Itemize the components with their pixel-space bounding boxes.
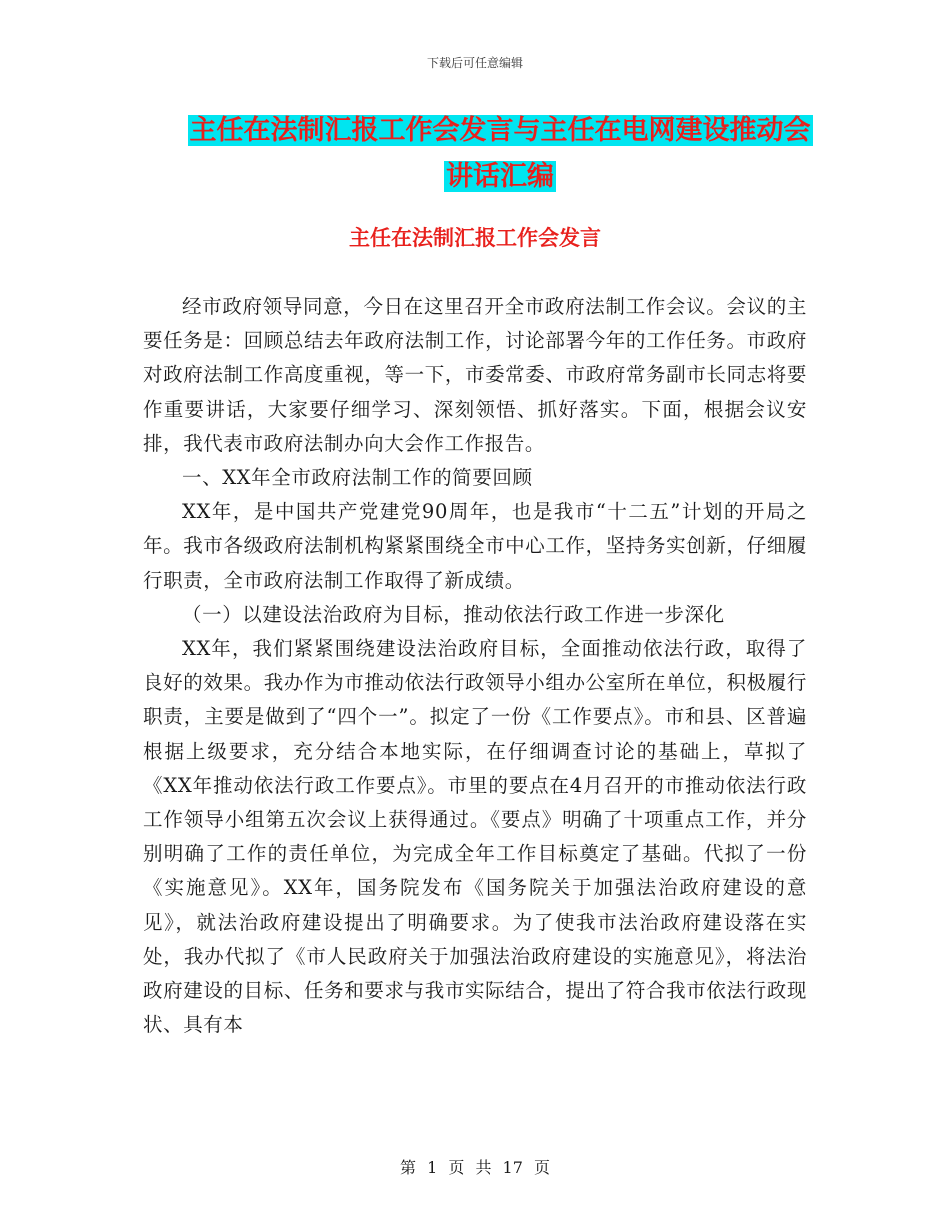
document-body: [143, 290, 807, 1042]
paragraph: XX年，我们紧紧围绕建设法治政府目标，全面推动依法行政，取得了良好的效果。我办作为市推动依法行政领导小组办公室所在单位，积极履行职责，主要是做到了“四个一”。拟定了一份《工作要点》。市和县、区普遍根据上级要求，充分结合本地实际，在仔细调查讨论的基础上，草拟了《XX年推动依法行政工作要点》。市里的要点在4月召开的市推动依法行政工作领导小组第五次会议上获得通过。《要点》明确了十项重点工作，并分别明确了工作的责任单位，为完成全年工作目标奠定了基础。代拟了一份《实施意见》。XX年，国务院发布《国务院关于加强法治政府建设的意见》，就法治政府建设提出了明确要求。为了使我市法治政府建设落在实处，我办代拟了《市人民政府关于加强法治政府建设的实施意见》，将法治政府建设的目标、任务和要求与我市实际结合，提出了符合我市依法行政现状、具有本: [143, 637, 807, 1037]
subsection-heading: （一）以建设法治政府为目标，推动依法行政工作进一步深化: [182, 602, 725, 626]
document-title: [150, 108, 850, 200]
section-heading: 一、XX年全市政府法制工作的简要回顾: [182, 466, 533, 490]
paragraph: 经市政府领导同意，今日在这里召开全市政府法制工作会议。会议的主要任务是：回顾总结去年政府法制工作，讨论部署今年的工作任务。市政府对政府法制工作高度重视，等一下，市委常委、市政府常务副市长同志将要作重要讲话，大家要仔细学习、深刻领悟、抓好落实。下面，根据会议安排，我代表市政府法制办向大会作工作报告。: [143, 295, 807, 455]
section-title: 主任在法制汇报工作会发言: [349, 226, 601, 250]
page-footer: 第 1 页 共 17 页: [400, 1158, 550, 1177]
document-title-line-2: 讲话汇编: [446, 161, 554, 192]
paragraph: XX年，是中国共产党建党90周年，也是我市“十二五”计划的开局之年。我市各级政府法制机构紧紧围绕全市中心工作，坚持务实创新，仔细履行职责，全市政府法制工作取得了新成绩。: [143, 500, 807, 592]
document-title-line-1: 主任在法制汇报工作会发言与主任在电网建设推动会: [189, 115, 811, 146]
header-note: 下载后可任意编辑: [426, 56, 523, 70]
